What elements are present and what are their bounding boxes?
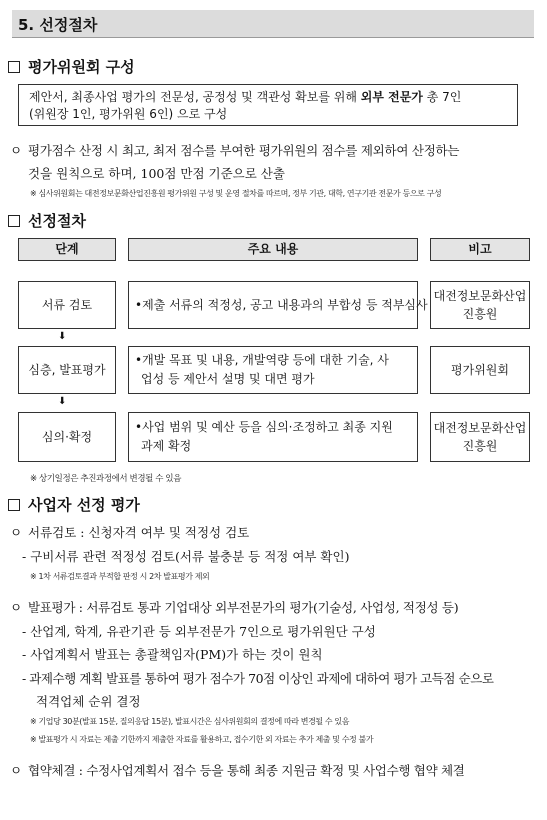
- agreement-bullet: ㅇ 협약체결 : 수정사업계획서 접수 등을 통해 최종 지원금 확정 및 사업수행 협약 체결: [10, 763, 465, 778]
- committee-note: ※ 심사위원회는 대전정보문화산업진흥원 평가위원 구성 및 운영 절차를 따르며, 정부 기관, 대학, 연구기관 전문가 등으로 구성: [30, 189, 442, 198]
- table-header-stage: 단계: [18, 238, 116, 261]
- table-header-remark: 비고: [430, 238, 530, 261]
- bullet-marker: ㅇ: [10, 143, 23, 158]
- stage-cell-doc-review: 서류 검토: [18, 281, 116, 329]
- presentation-note-1: ※ 기업당 30분(발표 15분, 질의응답 15분), 발표시간은 심사위원회의 결정에 따라 변경될 수 있음: [30, 717, 350, 726]
- bullet-marker: ㅇ: [10, 525, 23, 540]
- section-heading-procedure: 선정절차: [8, 210, 86, 231]
- bullet-marker: ㅇ: [10, 763, 23, 778]
- checkbox-square-icon: [8, 215, 20, 227]
- bullet-marker: ㅇ: [10, 600, 23, 615]
- down-arrow-icon: ⬇: [58, 396, 67, 407]
- presentation-sub-1: - 산업계, 학계, 유관기관 등 외부전문가 7인으로 평가위원단 구성: [22, 624, 376, 639]
- remark-cell-presentation: 평가위원회: [430, 346, 530, 394]
- doc-review-sub: - 구비서류 관련 적정성 검토(서류 불충분 등 적정 여부 확인): [22, 549, 350, 564]
- content-cell-decision: •사업 범위 및 예산 등을 심의·조정하고 최종 지원 과제 확정: [128, 412, 418, 462]
- presentation-note-2: ※ 발표평가 시 자료는 제출 기한까지 제출한 자료를 활용하고, 접수기한 외 자료는 추가 제출 및 수정 불가: [30, 735, 374, 744]
- section-heading-committee: 평가위원회 구성: [8, 56, 135, 77]
- scoring-bullet: ㅇ 평가점수 산정 시 최고, 최저 점수를 부여한 평가위원의 점수를 제외하여 산정하는: [10, 143, 460, 158]
- presentation-sub-3-line-2: 적격업체 순위 결정: [36, 694, 141, 709]
- committee-info-box: [18, 84, 518, 126]
- doc-review-note: ※ 1차 서류검토결과 부적합 판정 시 2차 발표평가 제외: [30, 572, 210, 581]
- presentation-sub-3: - 과제수행 계획 발표를 통하여 평가 점수가 70점 이상인 과제에 대하여 평가 고득점 순으로: [22, 671, 494, 686]
- stage-cell-presentation: 심층, 발표평가: [18, 346, 116, 394]
- schedule-note: ※ 상기일정은 추진과정에서 변경될 수 있음: [30, 474, 182, 484]
- remark-cell-doc-review: 대전정보문화산업 진흥원: [430, 281, 530, 329]
- content-cell-doc-review: •제출 서류의 적정성, 공고 내용과의 부합성 등 적부심사: [128, 281, 418, 329]
- info-box-line-1: 제안서, 최종사업 평가의 전문성, 공정성 및 객관성 확보를 위해 외부 전문가 총 7인: [29, 90, 462, 104]
- section-heading-evaluation: 사업자 선정 평가: [8, 494, 140, 515]
- content-cell-presentation: •개발 목표 및 내용, 개발역량 등에 대한 기술, 사 업성 등 제안서 설명 및 대면 평가: [128, 346, 418, 394]
- scoring-bullet-line-2: 것을 원칙으로 하며, 100점 만점 기준으로 산출: [28, 166, 285, 181]
- checkbox-square-icon: [8, 61, 20, 73]
- remark-cell-decision: 대전정보문화산업 진흥원: [430, 412, 530, 462]
- stage-cell-decision: 심의·확정: [18, 412, 116, 462]
- doc-review-bullet: ㅇ 서류검토 : 신청자격 여부 및 적정성 검토: [10, 525, 250, 540]
- table-header-content: 주요 내용: [128, 238, 418, 261]
- presentation-sub-2: - 사업계획서 발표는 총괄책임자(PM)가 하는 것이 원칙: [22, 647, 323, 662]
- page-title-bar: [12, 10, 534, 38]
- checkbox-square-icon: [8, 499, 20, 511]
- info-box-line-2: (위원장 1인, 평가위원 6인) 으로 구성: [29, 107, 228, 121]
- down-arrow-icon: ⬇: [58, 331, 67, 342]
- presentation-bullet: ㅇ 발표평가 : 서류검토 통과 기업대상 외부전문가의 평가(기술성, 사업성, 적정성 등): [10, 600, 459, 615]
- page-title: 5. 선정절차: [18, 16, 98, 34]
